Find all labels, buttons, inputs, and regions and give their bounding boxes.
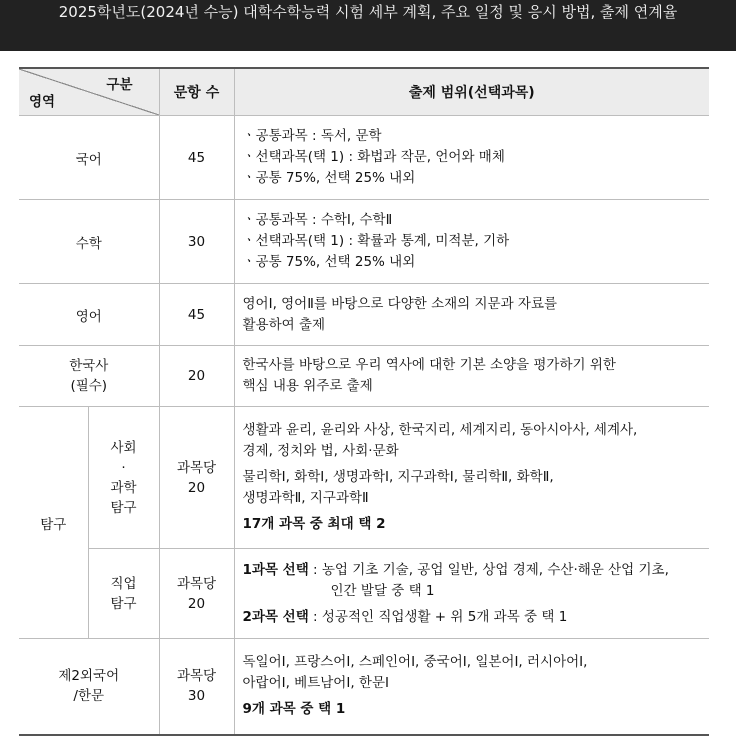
scope-korean	[234, 116, 709, 200]
table-row-inquiry-social-science	[19, 407, 709, 549]
scope-line: ㆍ공통 75%, 선택 25% 내외	[242, 170, 416, 186]
count-line: 과목당	[176, 575, 217, 592]
sub-line: 과학	[110, 479, 137, 496]
scope-line	[243, 607, 700, 628]
scope-line: 독일어Ⅰ, 프랑스어Ⅰ, 스페인어Ⅰ, 중국어Ⅰ, 일본어Ⅰ, 러시아어Ⅰ,	[242, 654, 588, 671]
area-foreign	[19, 639, 159, 735]
scope-history	[234, 346, 709, 407]
area-korean: 국어	[19, 116, 159, 200]
count-history: 20	[159, 346, 234, 407]
scope-social-science	[234, 407, 709, 549]
count-foreign	[159, 639, 234, 735]
scope-line: 한국사를 바탕으로 우리 역사에 대한 기본 소양을 평가하기 위한	[242, 357, 616, 373]
scope-line: ㆍ공통과목 : 수학Ⅰ, 수학Ⅱ	[242, 212, 393, 228]
page-title-text: 2025학년도(2024년 수능) 대학수학능력 시험 세부 계획, 주요 일정 및 응시 방법, 출제 연계율	[58, 3, 678, 21]
scope-line	[243, 560, 700, 581]
two-subject-text: : 성공적인 직업생활 + 위 5개 과목 중 택 1	[308, 608, 568, 625]
sub-line: 직업	[110, 575, 137, 592]
scope-line: ㆍ선택과목(택 1) : 화법과 작문, 언어와 매체	[242, 149, 505, 165]
area-english: 영어	[19, 284, 159, 346]
scope-vocational	[234, 549, 709, 639]
count-line: 과목당	[176, 668, 217, 685]
scope-line: 경제, 정치와 법, 사회·문화	[242, 443, 399, 459]
area-history	[19, 346, 159, 407]
sub-line: 탐구	[110, 499, 137, 516]
count-vocational	[159, 549, 234, 639]
header-gubun: 구분	[106, 77, 133, 93]
scope-rule: 17개 과목 중 최대 택 2	[242, 516, 386, 532]
scope-line: 물리학Ⅰ, 화학Ⅰ, 생명과학Ⅰ, 지구과학Ⅰ, 물리학Ⅱ, 화학Ⅱ,	[242, 469, 554, 485]
scope-rule: 9개 과목 중 택 1	[242, 701, 346, 718]
scope-line: ㆍ선택과목(택 1) : 확률과 통계, 미적분, 기하	[242, 233, 510, 249]
count-line: 20	[187, 479, 206, 496]
scope-math	[234, 200, 709, 284]
sub-vocational	[88, 549, 159, 639]
area-history-line2: (필수)	[70, 378, 108, 394]
table-row-korean	[19, 116, 709, 200]
exam-plan-sheet	[0, 51, 736, 752]
count-line: 과목당	[176, 459, 217, 476]
exam-scope-table	[19, 67, 709, 736]
scope-line: 핵심 내용 위주로 출제	[242, 378, 373, 394]
sub-line: 사회	[110, 439, 137, 456]
header-diagonal-cell	[19, 68, 159, 116]
sub-line: 탐구	[110, 595, 137, 612]
sub-line: ·	[121, 459, 126, 476]
header-count: 문항 수	[159, 68, 234, 116]
sub-social-science	[88, 407, 159, 549]
scope-line: 아랍어Ⅰ, 베트남어Ⅰ, 한문Ⅰ	[242, 675, 389, 692]
area-inquiry: 탐구	[19, 407, 88, 639]
count-korean: 45	[159, 116, 234, 200]
header-scope: 출제 범위(선택과목)	[234, 68, 709, 116]
table-header-row	[19, 68, 709, 116]
count-english: 45	[159, 284, 234, 346]
table-row-english	[19, 284, 709, 346]
scope-line: 활용하여 출제	[242, 316, 326, 333]
area-foreign-line1: 제2외국어	[58, 668, 120, 685]
table-row-history	[19, 346, 709, 407]
count-social-science	[159, 407, 234, 549]
header-yeongyeok: 영역	[29, 94, 56, 110]
table-row-math	[19, 200, 709, 284]
area-history-line1: 한국사	[69, 358, 109, 374]
scope-line: ㆍ공통 75%, 선택 25% 내외	[242, 254, 416, 270]
scope-foreign	[234, 639, 709, 735]
one-subject-label: 1과목 선택	[242, 561, 309, 578]
count-math: 30	[159, 200, 234, 284]
count-line: 20	[187, 595, 206, 612]
scope-line: 생명과학Ⅱ, 지구과학Ⅱ	[242, 490, 369, 506]
scope-line: ㆍ공통과목 : 독서, 문학	[242, 128, 382, 144]
table-row-foreign	[19, 639, 709, 735]
two-subject-label: 2과목 선택	[242, 608, 309, 625]
scope-english	[234, 284, 709, 346]
table-row-inquiry-vocational	[19, 549, 709, 639]
area-foreign-line2: /한문	[73, 688, 105, 705]
page-title	[0, 0, 736, 51]
one-subject-text: : 농업 기초 기술, 공업 일반, 상업 경제, 수산·해운 산업 기초,	[308, 561, 669, 578]
scope-line: 영어Ⅰ, 영어Ⅱ를 바탕으로 다양한 소재의 지문과 자료를	[242, 295, 558, 312]
count-line: 30	[187, 688, 206, 705]
scope-line: 생활과 윤리, 윤리와 사상, 한국지리, 세계지리, 동아시아사, 세계사,	[242, 422, 638, 438]
area-math: 수학	[19, 200, 159, 284]
scope-line: 인간 발달 중 택 1	[330, 582, 435, 599]
